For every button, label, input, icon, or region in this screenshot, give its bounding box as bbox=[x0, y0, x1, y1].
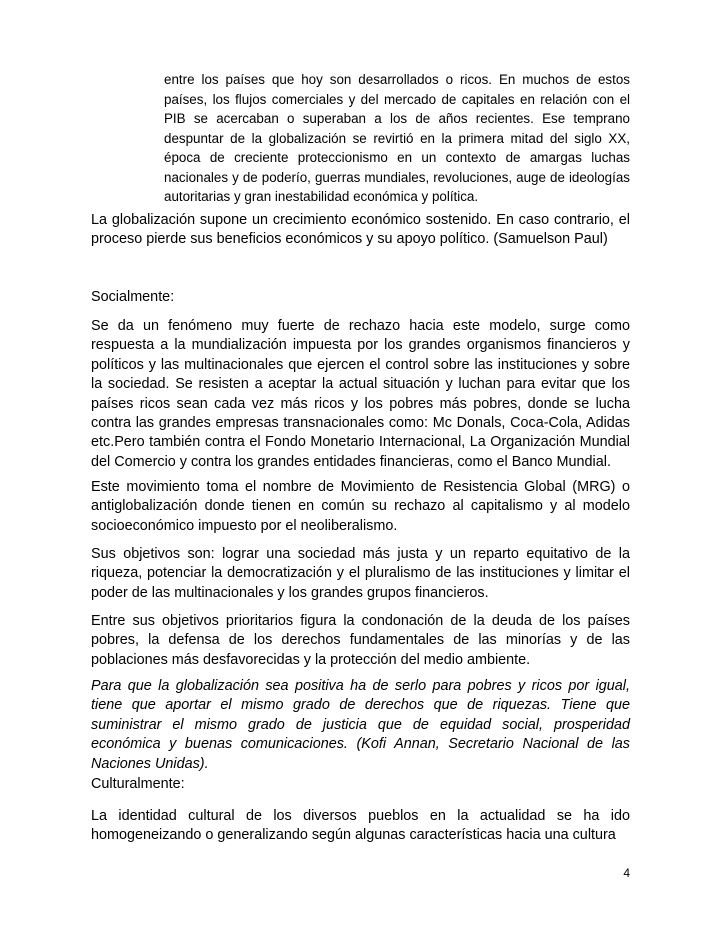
page-number: 4 bbox=[623, 866, 630, 880]
heading-culturalmente: Culturalmente: bbox=[91, 776, 185, 792]
paragraph-mrg: Este movimiento toma el nombre de Movimiento de Resistencia Global (MRG) o antiglobalización donde tienen en común su rechazo al capitalismo y al modelo socioeconómico impuesto por el neoliberalismo. bbox=[91, 479, 630, 534]
paragraph-objetivos: Sus objetivos son: lograr una sociedad más justa y un reparto equitativo de la riqueza, potenciar la democratización y el pluralismo de las instituciones y limitar el poder de las multinacionales y los grandes grupos financieros. bbox=[91, 546, 630, 601]
paragraph-samuelson: La globalización supone un crecimiento económico sostenido. En caso contrario, el proceso pierde sus beneficios económicos y su apoyo político. (Samuelson Paul) bbox=[91, 212, 630, 248]
paragraph-rechazo: Se da un fenómeno muy fuerte de rechazo hacia este modelo, surge como respuesta a la mundialización impuesta por los grandes organismos financieros y políticos y las multinacionales que ejercen el control sobre las instituciones y sobre la sociedad. Se resisten a aceptar la actual situación y luchan para evitar que los países ricos sean cada vez más ricos y los pobres más pobres, donde se lucha contra las grandes empresas transnacionales como: Mc Donals, Coca-Cola, Adidas etc.Pero también contra el Fondo Monetario Internacional, La Organización Mundial del Comercio y contra los grandes entidades financieras, como el Banco Mundial. bbox=[91, 318, 630, 470]
heading-socialmente: Socialmente: bbox=[91, 289, 175, 305]
indented-quote-continuation: entre los países que hoy son desarrollados o ricos. En muchos de estos países, los flujos comerciales y del mercado de capitales en relación con el PIB se acercaban o superaban a los de años recientes. Ese temprano despuntar de la globalización se revirtió en la primera mitad del siglo XX, época de creciente proteccionismo en un contexto de amargas luchas nacionales y de poderío, guerras mundiales, revoluciones, auge de ideologías autoritarias y gran inestabilidad económica y política. bbox=[164, 72, 630, 204]
quote-kofi-annan: Para que la globalización sea positiva ha de serlo para pobres y ricos por igual, tiene que aportar el mismo grado de derechos que de riquezas. Tiene que suministrar el mismo grado de justicia que de equidad social, prosperidad económica y buenas comunicaciones. (Kofi Annan, Secretario Nacional de las Naciones Unidas). bbox=[91, 678, 630, 772]
paragraph-identidad-cultural: La identidad cultural de los diversos pueblos en la actualidad se ha ido homogeneizando o generalizando según algunas características hacia una cultura bbox=[91, 808, 630, 844]
paragraph-objetivos-prioritarios: Entre sus objetivos prioritarios figura la condonación de la deuda de los países pobres, la defensa de los derechos fundamentales de las minorías y de las poblaciones más desfavorecidas y la protección del medio ambiente. bbox=[91, 613, 630, 668]
